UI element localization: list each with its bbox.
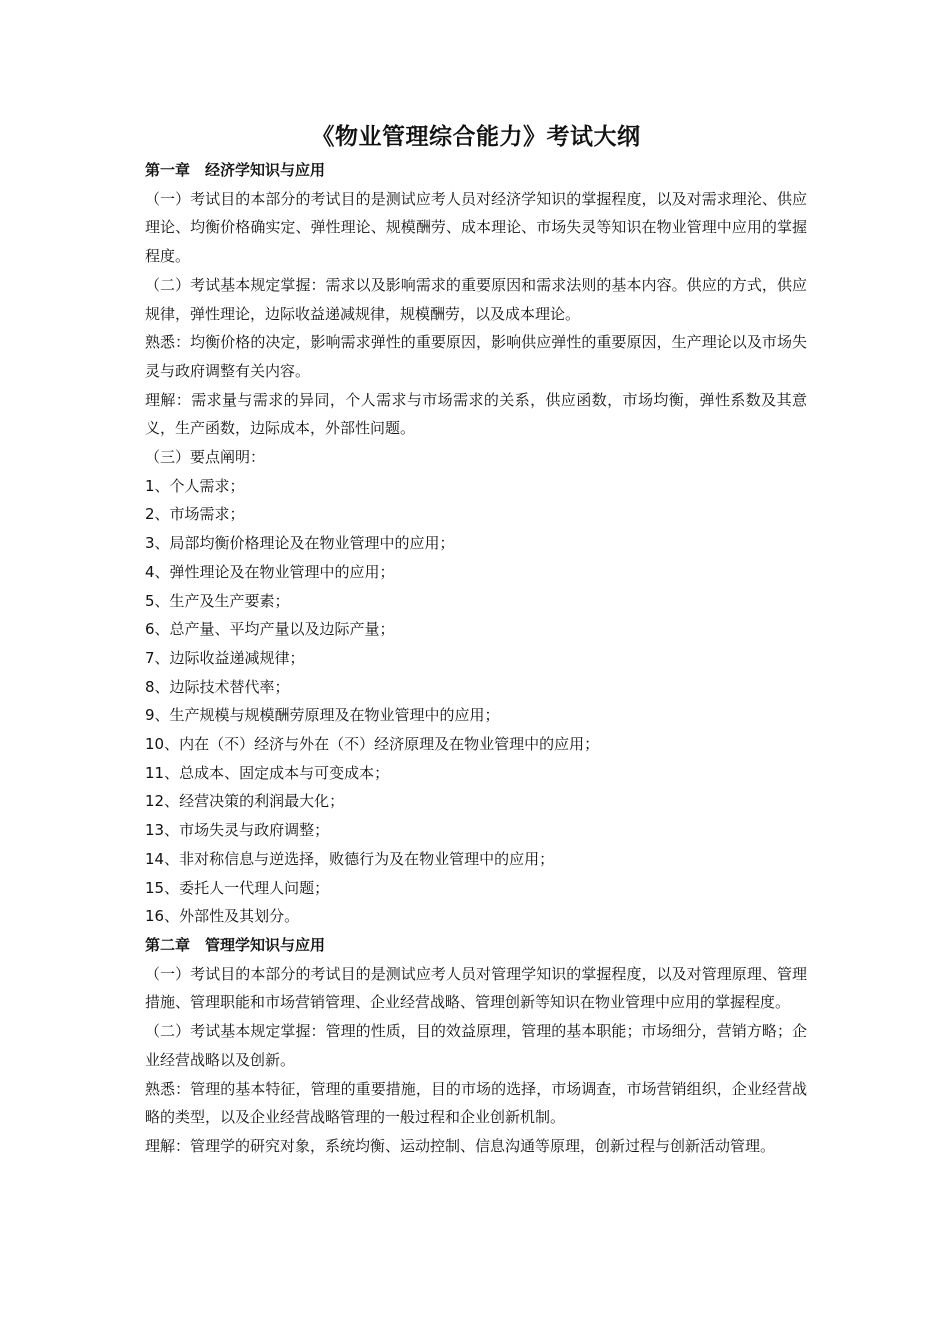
key-points-list bbox=[145, 472, 807, 931]
list-item: 13、市场失灵与政府调整； bbox=[145, 821, 330, 840]
list-item: 8、边际技术替代率； bbox=[145, 677, 290, 696]
list-item: 16、外部性及其划分。 bbox=[145, 907, 300, 926]
list-item: 9、生产规模与规模酬劳原理及在物业管理中的应用； bbox=[145, 706, 500, 725]
exam-purpose-paragraph: （一）考试目的本部分的考试目的是测试应考人员对经济学知识的掌握程度，以及对需求理沦、供应理论、均衡价格确实定、弹性理论、规模酬劳、成本理论、市场失灵等知识在物业管理中应用的掌握程度。 bbox=[145, 189, 807, 266]
list-item: 1、个人需求； bbox=[145, 476, 245, 495]
list-item: 15、委托人一代理人问题； bbox=[145, 878, 330, 897]
chapter-heading: 第二章 管理学知识与应用 bbox=[145, 935, 326, 954]
familiar-paragraph: 熟悉：管理的基本特征，管理的重要措施，目的市场的选择，市场调查，市场营销组织，企业经营战略的类型，以及企业经营战略管理的一般过程和企业创新机制。 bbox=[145, 1079, 807, 1127]
list-item: 4、弹性理论及在物业管理中的应用； bbox=[145, 562, 395, 581]
list-item: 7、边际收益递减规律； bbox=[145, 648, 305, 667]
exam-requirements-paragraph: （二）考试基本规定掌握：管理的性质，目的效益原理，管理的基本职能；市场细分，营销方略；企业经营战略以及创新。 bbox=[145, 1022, 807, 1069]
exam-requirements-paragraph: （二）考试基本规定掌握：需求以及影响需求的重要原因和需求法则的基本内容。供应的方式，供应规律，弹性理论，边际收益递减规律，规模酬劳，以及成本理论。 bbox=[145, 275, 807, 323]
understand-paragraph: 理解：需求量与需求的异同，个人需求与市场需求的关系，供应函数，市场均衡，弹性系数及其意义，生产函数，边际成本，外部性问题。 bbox=[145, 390, 807, 438]
list-item: 5、生产及生产要素； bbox=[145, 591, 290, 610]
document-page bbox=[145, 118, 807, 1161]
list-item: 12、经营决策的利润最大化； bbox=[145, 792, 345, 811]
list-item: 14、非对称信息与逆选择，败德行为及在物业管理中的应用； bbox=[145, 849, 555, 868]
chapter-heading: 第一章 经济学知识与应用 bbox=[145, 161, 326, 179]
key-points-heading: （三）要点阐明： bbox=[145, 448, 266, 467]
document-title: 《物业管理综合能力》考试大纲 bbox=[311, 124, 641, 150]
chapter-1 bbox=[145, 156, 807, 931]
list-item: 3、局部均衡价格理论及在物业管理中的应用； bbox=[145, 534, 455, 553]
list-item: 6、总产量、平均产量以及边际产量； bbox=[145, 620, 395, 639]
understand-paragraph: 理解：管理学的研究对象，系统均衡、运动控制、信息沟通等原理，创新过程与创新活动管理。 bbox=[145, 1136, 776, 1155]
familiar-paragraph: 熟悉：均衡价格的决定，影响需求弹性的重要原因，影响供应弹性的重要原因，生产理论以及市场失灵与政府调整有关内容。 bbox=[145, 333, 807, 380]
exam-purpose-paragraph: （一）考试目的本部分的考试目的是测试应考人员对管理学知识的掌握程度，以及对管理原理、管理措施、管理职能和市场营销管理、企业经营战略、管理创新等知识在物业管理中应用的掌握程度。 bbox=[145, 964, 807, 1012]
chapter-2 bbox=[145, 931, 807, 1161]
list-item: 10、内在（不）经济与外在（不）经济原理及在物业管理中的应用； bbox=[145, 735, 600, 754]
list-item: 2、市场需求； bbox=[145, 505, 245, 524]
list-item: 11、总成本、固定成本与可变成本； bbox=[145, 763, 390, 782]
